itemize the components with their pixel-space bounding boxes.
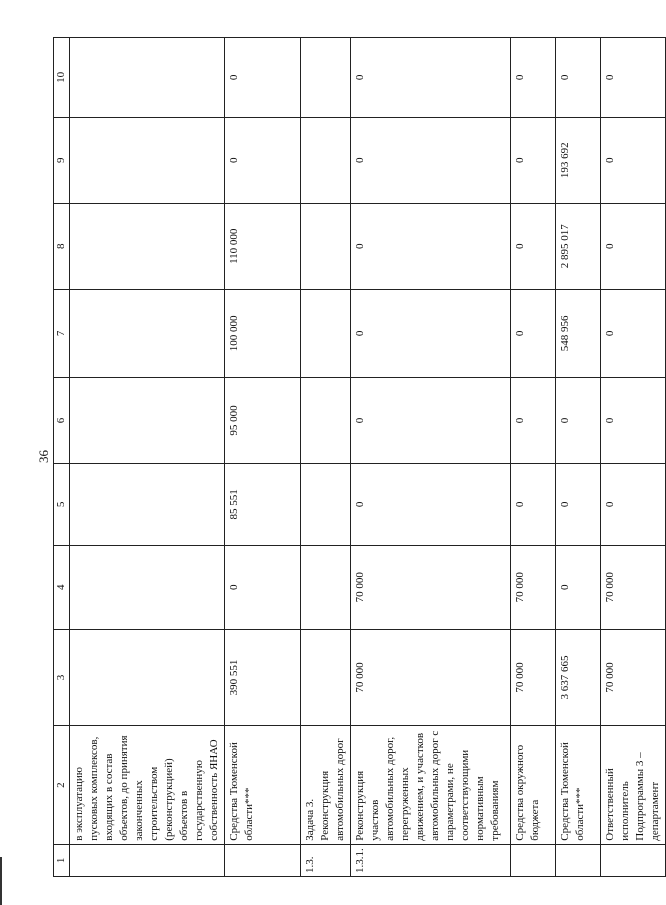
cell-value: 70 000 xyxy=(511,545,556,629)
header-cell: 7 xyxy=(54,289,70,377)
header-cell: 6 xyxy=(54,377,70,463)
cell-total: 70 000 xyxy=(601,629,666,726)
cell-value: 0 xyxy=(601,38,666,118)
table-row xyxy=(601,38,666,877)
scan-artifact-line xyxy=(0,857,2,905)
cell-value: 0 xyxy=(351,117,511,203)
table-row xyxy=(556,38,601,877)
cell-total: 70 000 xyxy=(511,629,556,726)
row-description: Реконструкция участков автомобильных дорог, перегруженных движением, и участков автомобильных дорог с параметрами, не соответствующими нормативным требованиям xyxy=(351,726,511,844)
cell-total: 3 637 665 xyxy=(556,629,601,726)
cell-value: 0 xyxy=(601,203,666,289)
cell-value: 0 xyxy=(511,117,556,203)
budget-table xyxy=(53,37,666,877)
cell-total: 390 551 xyxy=(225,629,301,726)
page-number: 36 xyxy=(36,450,51,463)
cell-value: 0 xyxy=(601,117,666,203)
row-number xyxy=(511,844,556,876)
cell-value: 0 xyxy=(225,38,301,118)
header-cell: 5 xyxy=(54,464,70,546)
table-row xyxy=(225,38,301,877)
cell-total: 70 000 xyxy=(351,629,511,726)
row-number xyxy=(556,844,601,876)
cell-value: 0 xyxy=(556,377,601,463)
cell-value: 0 xyxy=(556,464,601,546)
row-description: Задача 3. Реконструкция автомобильных дорог xyxy=(301,726,351,844)
cell-value: 2 895 017 xyxy=(556,203,601,289)
cell-value xyxy=(70,377,225,463)
cell-value xyxy=(301,545,351,629)
cell-value: 0 xyxy=(225,117,301,203)
table-row xyxy=(301,38,351,877)
cell-value xyxy=(70,545,225,629)
row-number: 1.3.1. xyxy=(351,844,511,876)
header-cell: 9 xyxy=(54,117,70,203)
cell-value: 70 000 xyxy=(351,545,511,629)
cell-value xyxy=(70,203,225,289)
cell-value: 0 xyxy=(351,289,511,377)
row-description: Средства Тюменской области*** xyxy=(225,726,301,844)
cell-value: 95 000 xyxy=(225,377,301,463)
header-cell: 8 xyxy=(54,203,70,289)
row-description: Средства окружного бюджета xyxy=(511,726,556,844)
cell-value xyxy=(70,289,225,377)
cell-value: 193 692 xyxy=(556,117,601,203)
cell-value xyxy=(301,117,351,203)
table-row xyxy=(70,38,225,877)
cell-value xyxy=(301,203,351,289)
cell-value xyxy=(70,464,225,546)
cell-value: 0 xyxy=(556,545,601,629)
cell-value: 0 xyxy=(556,38,601,118)
cell-value: 0 xyxy=(511,377,556,463)
row-description: в эксплуатацию пусковых комплексов, входящих в состав объектов, до принятия законченных строительством (реконструкцией) объектов в государственную собственность ЯНАО xyxy=(70,726,225,844)
cell-value: 0 xyxy=(511,289,556,377)
header-row xyxy=(54,38,70,877)
cell-value: 0 xyxy=(601,377,666,463)
cell-value: 0 xyxy=(351,377,511,463)
cell-value: 0 xyxy=(225,545,301,629)
cell-value xyxy=(301,377,351,463)
cell-value: 0 xyxy=(511,464,556,546)
cell-total xyxy=(70,629,225,726)
cell-value xyxy=(301,464,351,546)
cell-value xyxy=(301,289,351,377)
cell-value: 0 xyxy=(601,289,666,377)
row-number: 1.3. xyxy=(301,844,351,876)
cell-value: 0 xyxy=(351,203,511,289)
cell-value: 85 551 xyxy=(225,464,301,546)
row-number xyxy=(225,844,301,876)
row-description: Ответственный исполнитель Подпрограммы 3 – департамент xyxy=(601,726,666,844)
cell-value xyxy=(70,117,225,203)
table-row xyxy=(351,38,511,877)
cell-value: 0 xyxy=(511,203,556,289)
cell-value: 0 xyxy=(601,464,666,546)
cell-total xyxy=(301,629,351,726)
cell-value: 0 xyxy=(511,38,556,118)
row-number xyxy=(70,844,225,876)
row-number xyxy=(601,844,666,876)
cell-value xyxy=(301,38,351,118)
cell-value: 0 xyxy=(351,464,511,546)
cell-value: 0 xyxy=(351,38,511,118)
header-cell: 4 xyxy=(54,545,70,629)
cell-value: 100 000 xyxy=(225,289,301,377)
header-cell: 3 xyxy=(54,629,70,726)
cell-value: 548 956 xyxy=(556,289,601,377)
header-cell: 1 xyxy=(54,844,70,876)
header-cell: 2 xyxy=(54,726,70,844)
cell-value: 110 000 xyxy=(225,203,301,289)
cell-value: 70 000 xyxy=(601,545,666,629)
header-cell: 10 xyxy=(54,38,70,118)
row-description: Средства Тюменской области*** xyxy=(556,726,601,844)
cell-value xyxy=(70,38,225,118)
table-row xyxy=(511,38,556,877)
